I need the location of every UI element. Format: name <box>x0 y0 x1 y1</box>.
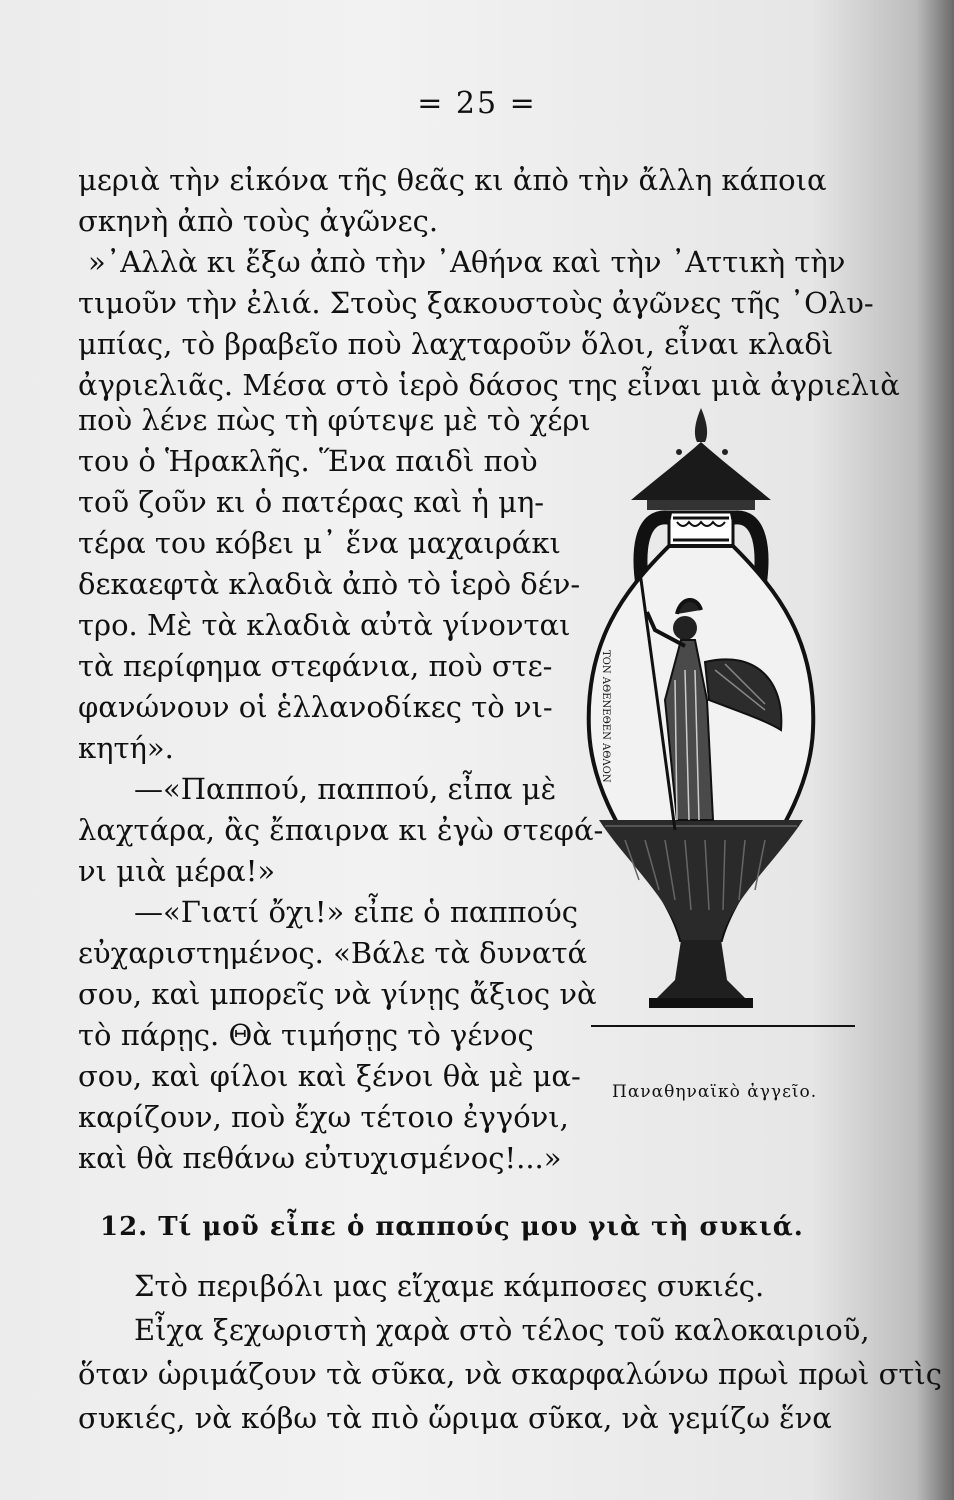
text-line: μπίας, τὸ βραβεῖο ποὺ λαχταροῦν ὅλοι, εἶναι κλαδὶ <box>78 327 834 361</box>
text-line: τὸ πάρῃς. Θὰ τιμήσῃς τὸ γένος <box>78 1018 534 1052</box>
text-line: μεριὰ τὴν εἰκόνα τῆς θεᾶς κι ἀπὸ τὴν ἄλλη κάποια <box>78 163 827 197</box>
text-line: λαχτάρα, ἂς ἔπαιρνα κι ἐγὼ στεφά- <box>78 813 604 847</box>
top-paragraph <box>78 160 900 406</box>
text-line: νι μιὰ μέρα!» <box>78 854 276 888</box>
text-line: καρίζουν, ποὺ ἔχω τέτοιο ἐγγόνι, <box>78 1100 569 1134</box>
text-line: Στὸ περιβόλι μας εἴχαμε κάμποσες συκιές. <box>134 1269 765 1303</box>
text-line: τὰ περίφημα στεφάνια, ποὺ στε- <box>78 649 553 683</box>
text-line: του ὁ Ἡρακλῆς. Ἕνα παιδὶ ποὺ <box>78 444 538 478</box>
text-line: ποὺ λένε πὼς τὴ φύτεψε μὲ τὸ χέρι <box>78 403 591 437</box>
text-line: δεκαεφτὰ κλαδιὰ ἀπὸ τὸ ἱερὸ δέν- <box>78 567 581 601</box>
page-number: = 25 = <box>417 86 537 121</box>
text-line: σου, καὶ φίλοι καὶ ξένοι θὰ μὲ μα- <box>78 1059 581 1093</box>
text-line: —«Παππού, παππού, εἶπα μὲ <box>134 772 557 806</box>
text-line: καὶ θὰ πεθάνω εὐτυχισμένος!...» <box>78 1141 562 1175</box>
text-line: συκιές, νὰ κόβω τὰ πιὸ ὥριμα σῦκα, νὰ γεμίζω ἕνα <box>78 1401 832 1435</box>
text-line: »᾿Αλλὰ κι ἔξω ἀπὸ τὴν ᾿Αθήνα καὶ τὴν ᾿Αττικὴ τὴν <box>88 245 846 279</box>
text-line: Εἶχα ξεχωριστὴ χαρὰ στὸ τέλος τοῦ καλοκαιριοῦ, <box>134 1313 870 1347</box>
text-line: σου, καὶ μπορεῖς νὰ γίνῃς ἄξιος νὰ <box>78 977 597 1011</box>
text-line: κητή». <box>78 731 174 765</box>
text-line: τρο. Μὲ τὰ κλαδιὰ αὐτὰ γίνονται <box>78 608 571 642</box>
section-heading: 12. Τί μοῦ εἶπε ὁ παππούς μου γιὰ τὴ συκιά. <box>100 1212 804 1242</box>
text-line: εὐχαριστημένος. «Βάλε τὰ δυνατά <box>78 936 588 970</box>
svg-text:ΤΟΝ ΑΘΕΝΕΘΕΝ ΑΘΛΟΝ: ΤΟΝ ΑΘΕΝΕΘΕΝ ΑΘΛΟΝ <box>600 650 611 783</box>
text-line: τιμοῦν τὴν ἐλιά. Στοὺς ξακουστοὺς ἀγῶνες τῆς ᾿Ολυ- <box>78 286 874 320</box>
text-line: ὅταν ὡριμάζουν τὰ σῦκα, νὰ σκαρφαλώνω πρωὶ πρωὶ στὶς <box>78 1357 943 1391</box>
text-line: τέρα του κόβει μ᾿ ἕνα μαχαιράκι <box>78 526 561 560</box>
figure-caption: Παναθηναϊκὸ ἀγγεῖο. <box>612 1082 818 1102</box>
bottom-paragraph <box>78 1266 943 1442</box>
text-line: —«Γιατί ὄχι!» εἶπε ὁ παππούς <box>134 895 578 929</box>
text-line: φανώνουν οἱ ἑλλανοδίκες τὸ νι- <box>78 690 553 724</box>
narrow-paragraph <box>78 400 604 1179</box>
text-line: ἀγριελιᾶς. Μέσα στὸ ἱερὸ δάσος της εἶναι μιὰ ἀγριελιὰ <box>78 368 900 402</box>
panathenaic-amphora-icon <box>585 400 860 1040</box>
text-line: τοῦ ζοῦν κι ὁ πατέρας καὶ ἡ μη- <box>78 485 545 519</box>
text-line: σκηνὴ ἀπὸ τοὺς ἀγῶνες. <box>78 204 439 238</box>
